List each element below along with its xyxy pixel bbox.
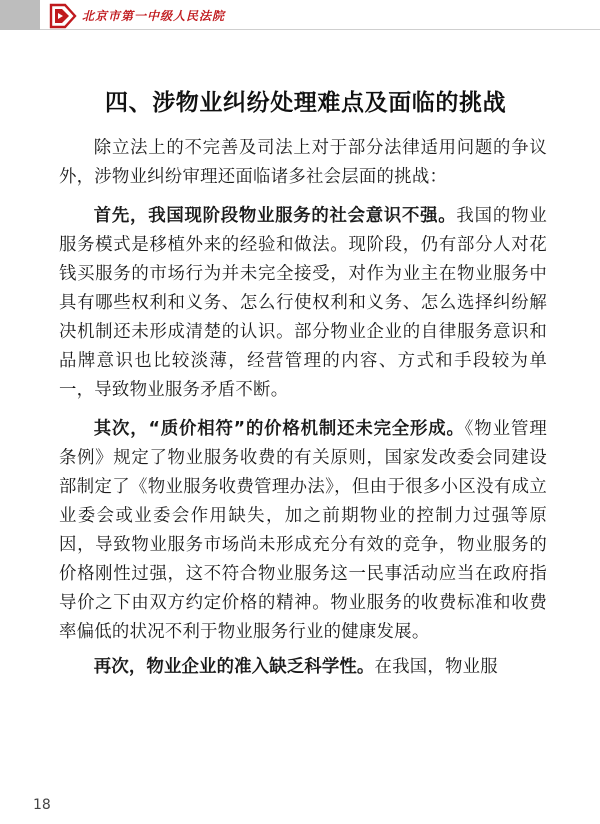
page-header xyxy=(0,0,600,30)
intro-paragraph: 除立法上的不完善及司法上对于部分法律适用问题的争议外，涉物业纠纷审理还面临诸多社会层面的挑战： xyxy=(59,138,547,187)
paragraph-body: 我国的物业服务模式是移植外来的经验和做法。现阶段，仍有部分人对花钱买服务的市场行为并未完全接受，对作为业主在物业服务中具有哪些权利和义务、怎么行使权利和义务、怎么选择纠纷解决机制还未形成清楚的认识。部分物业企业的自律服务意识和品牌意识也比较淡薄，经营管理的内容、方式和手段较为单一，导致物业服务矛盾不断。 xyxy=(59,206,547,400)
page-number: 18 xyxy=(33,797,51,813)
paragraph-lead: 首先，我国现阶段物业服务的社会意识不强。 xyxy=(93,206,457,226)
court-emblem-icon xyxy=(49,3,77,29)
court-name: 北京市第一中级人民法院 xyxy=(82,9,226,23)
paragraph-body: 在我国，物业服 xyxy=(374,657,498,677)
paragraph-second xyxy=(59,415,547,647)
document-body xyxy=(59,88,547,682)
paragraph-first xyxy=(59,202,547,405)
paragraph-lead: 再次，物业企业的准入缺乏科学性。 xyxy=(93,657,375,677)
paragraph-third xyxy=(59,653,547,682)
paragraph-body: 《物业管理条例》规定了物业服务收费的有关原则，国家发改委会同建设部制定了《物业服务收费管理办法》，但由于很多小区没有成立业委会或业委会作用缺失，加之前期物业的控制力过强等原因，导致物业服务市场尚未形成充分有效的竞争，物业服务的价格刚性过强，这不符合物业服务这一民事活动应当在政府指导价之下由双方约定价格的精神。物业服务的收费标准和收费率偏低的状况不利于物业服务行业的健康发展。 xyxy=(59,419,547,642)
paragraph-lead: 其次，“质价相符”的价格机制还未完全形成。 xyxy=(93,419,465,439)
header-grey-block xyxy=(0,0,40,30)
section-heading: 四、涉物业纠纷处理难点及面临的挑战 xyxy=(105,90,507,116)
header-divider xyxy=(40,29,600,30)
